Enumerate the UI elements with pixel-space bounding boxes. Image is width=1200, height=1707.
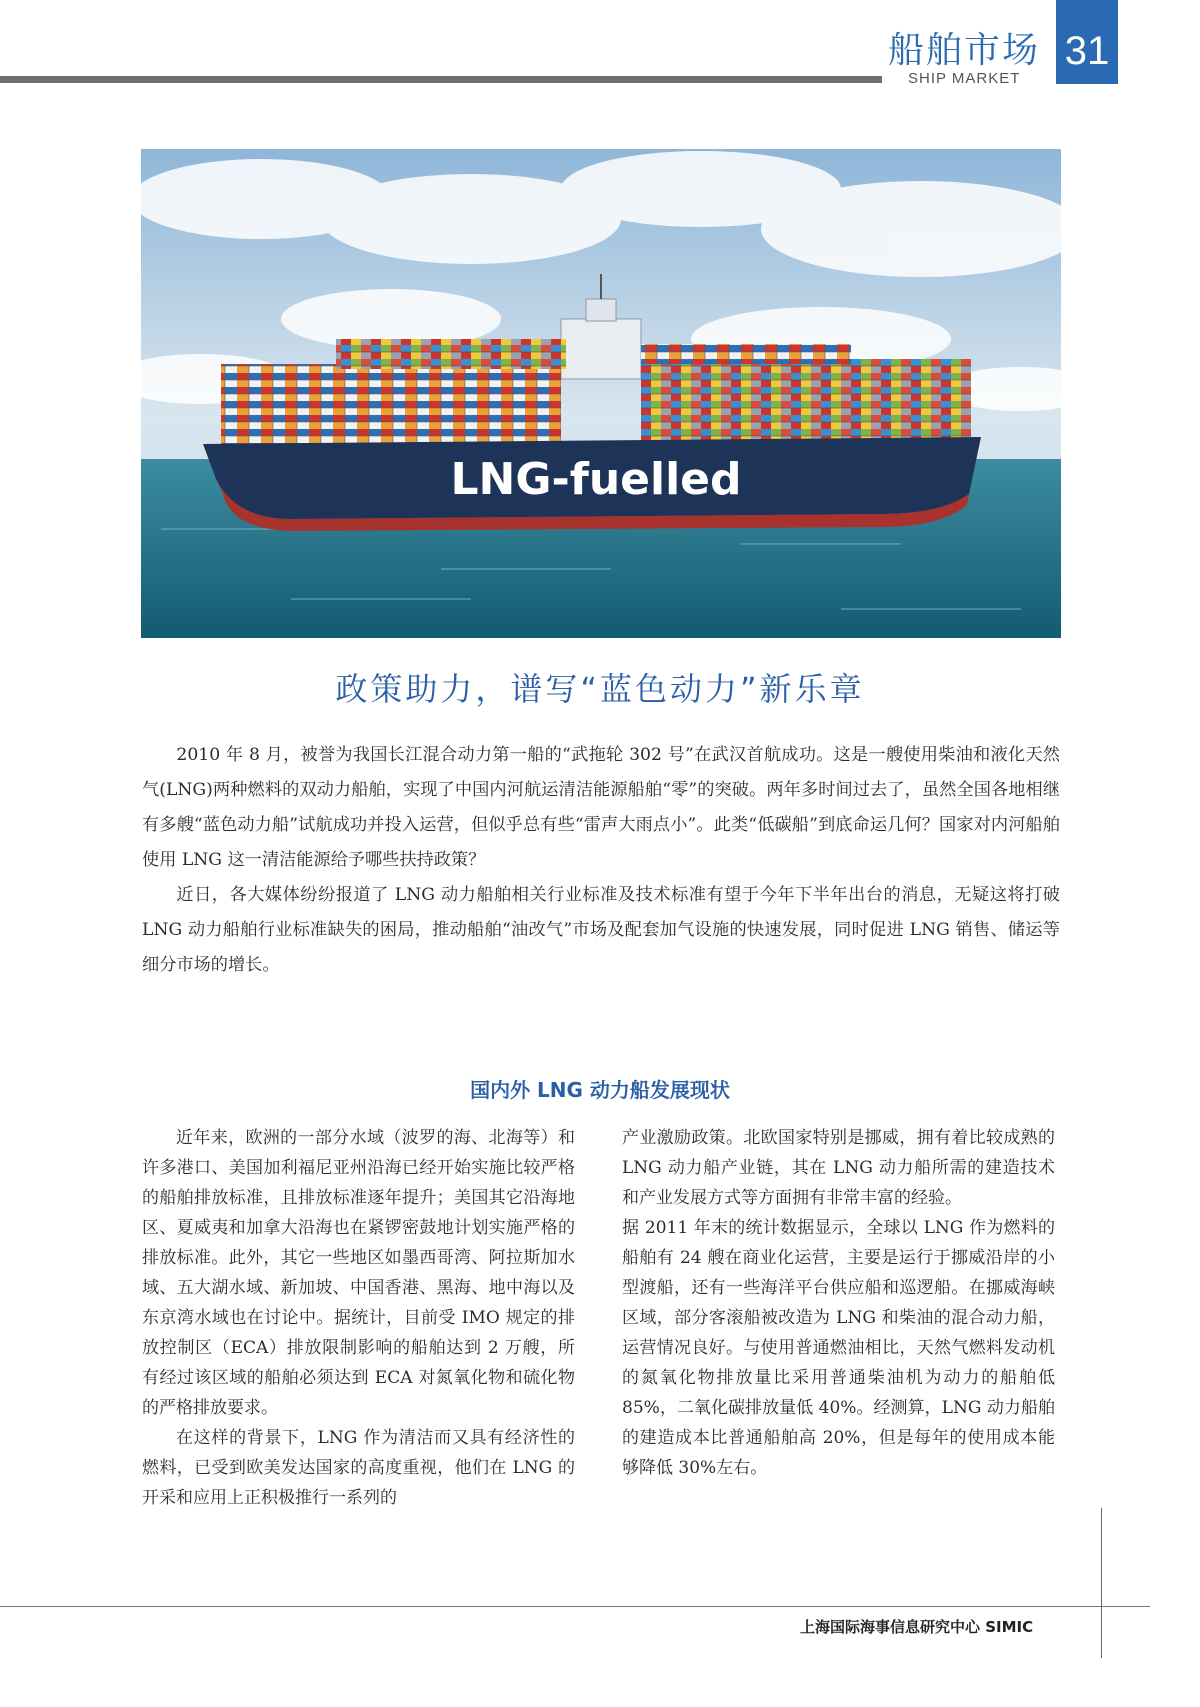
intro-text: [142, 738, 1060, 983]
page-number: 31: [1056, 0, 1118, 84]
body-paragraph: 在这样的背景下，LNG 作为清洁而又具有经济性的燃料，已受到欧美发达国家的高度重视，他们在 LNG 的开采和应用上正积极推行一系列的: [142, 1428, 575, 1508]
right-column: [622, 1123, 1055, 1483]
section-subheading: 国内外 LNG 动力船发展现状: [470, 1078, 730, 1102]
footer-organization: 上海国际海事信息研究中心 SIMIC: [800, 1618, 1034, 1636]
lng-ship-illustration: [141, 149, 1061, 638]
header-rule: [0, 76, 882, 83]
section-subtitle: SHIP MARKET: [908, 70, 1021, 87]
intro-paragraph: 2010 年 8 月，被誉为我国长江混合动力第一船的“武拖轮 302 号”在武汉首航成功。这是一艘使用柴油和液化天然气(LNG)两种燃料的双动力船舶，实现了中国内河航运清洁能源船舶“零”的突破。两年多时间过去了，虽然全国各地相继有多艘“蓝色动力船”试航成功并投入运营，但似乎总有些“雷声大雨点小”。此类“低碳船”到底命运几何？国家对内河船舶使用 LNG 这一清洁能源给予哪些扶持政策？: [142, 745, 1060, 870]
article-headline: 政策助力，谱写“蓝色动力”新乐章: [335, 670, 865, 708]
left-column: [142, 1123, 575, 1513]
intro-paragraph: 近日，各大媒体纷纷报道了 LNG 动力船舶相关行业标准及技术标准有望于今年下半年出台的消息，无疑这将打破 LNG 动力船舶行业标准缺失的困局，推动船舶“油改气”市场及配套加气设施的快速发展，同时促进 LNG 销售、储运等细分市场的增长。: [142, 885, 1060, 975]
section-title: 船舶市场: [888, 30, 1041, 71]
body-paragraph: 近年来，欧洲的一部分水域（波罗的海、北海等）和许多港口、美国加利福尼亚州沿海已经开始实施比较严格的船舶排放标准，且排放标准逐年提升；美国其它沿海地区、夏威夷和加拿大沿海也在紧锣密鼓地计划实施严格的排放标准。此外，其它一些地区如墨西哥湾、阿拉斯加水域、五大湖水域、新加坡、中国香港、黑海、地中海以及东京湾水域也在讨论中。据统计，目前受 IMO 规定的排放控制区（ECA）排放限制影响的船舶达到 2 万艘，所有经过该区域的船舶必须达到 ECA 对氮氧化物和硫化物的严格排放要求。: [142, 1128, 575, 1418]
body-paragraph: 据 2011 年末的统计数据显示，全球以 LNG 作为燃料的船舶有 24 艘在商业化运营，主要是运行于挪威沿岸的小型渡船，还有一些海洋平台供应船和巡逻船。在挪威海峡区域，部分客滚船被改造为 LNG 和柴油的混合动力船，运营情况良好。与使用普通燃油相比，天然气燃料发动机的氮氧化物排放量比采用普通柴油机为动力的船舶低 85%，二氧化碳排放量低 40%。经测算，LNG 动力船舶的建造成本比普通船舶高 20%，但是每年的使用成本能够降低 30%左右。: [622, 1218, 1055, 1478]
margin-rule: [1101, 1508, 1102, 1658]
hull-lettering: LNG-fuelled: [450, 454, 742, 505]
hero-image: [141, 149, 1061, 638]
footer-rule: [0, 1606, 1150, 1607]
body-paragraph: 产业激励政策。北欧国家特别是挪威，拥有着比较成熟的 LNG 动力船产业链，其在 LNG 动力船所需的建造技术和产业发展方式等方面拥有非常丰富的经验。: [622, 1128, 1055, 1208]
